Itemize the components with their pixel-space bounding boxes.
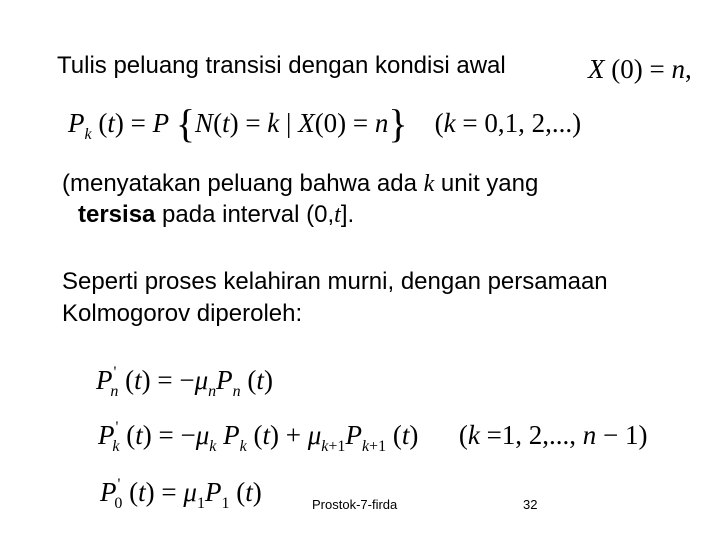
paragraph-line-1: Seperti proses kelahiran murni, dengan persamaan <box>62 268 608 295</box>
transition-probability-formula: $P_k$ (t) = P {N(t) = k | X(0) = n} (k = 0,1, 2,...) <box>68 101 582 146</box>
kolmogorov-equation-n: $P'_n$ $(t) = -\mu_nP_n$ (t) <box>96 364 273 400</box>
page-number: 32 <box>523 497 538 512</box>
footer-text: Prostok-7-firda <box>312 497 398 512</box>
note-line-2: tersisa pada interval (0,t]. <box>78 201 355 228</box>
initial-condition-formula: X (0) = n, <box>588 54 692 84</box>
paragraph-line-2: Kolmogorov diperoleh: <box>62 300 303 327</box>
intro-text: Tulis peluang transisi dengan kondisi awal <box>57 52 506 79</box>
kolmogorov-equation-k: $P'_k$ $(t) = -\mu_k$ $P_k$ $(t) + \mu_{k+1}P_{k+1}$ (t) (k =1, 2,..., n − 1) <box>98 419 648 455</box>
kolmogorov-equation-0: $P'_0$ $(t) = \mu_1P_1$ (t) <box>100 476 262 512</box>
note-line-1: (menyatakan peluang bahwa ada k unit yang <box>62 170 539 197</box>
